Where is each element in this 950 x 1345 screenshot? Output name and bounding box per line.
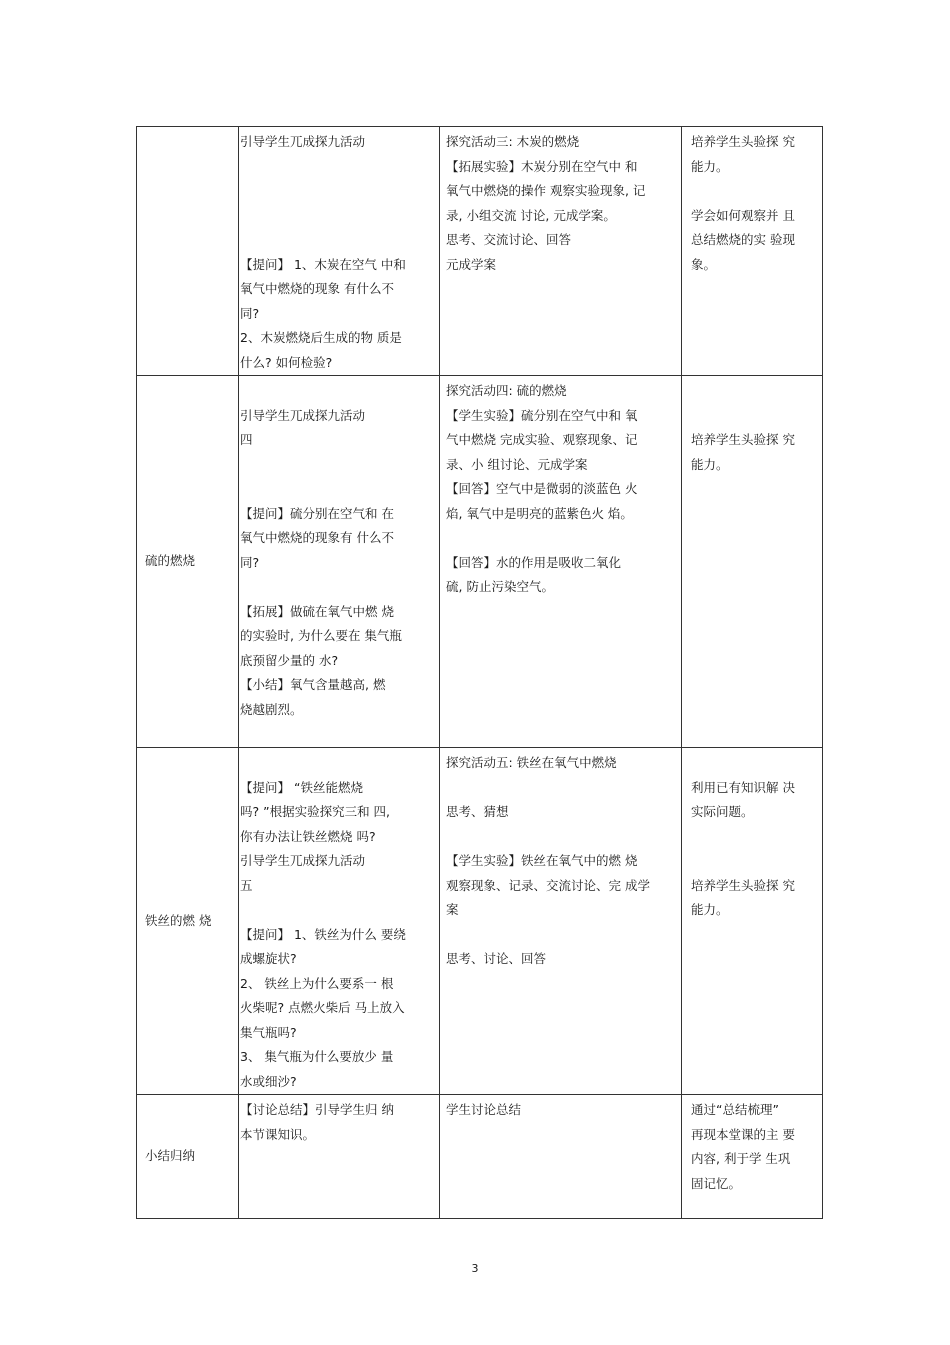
topic-label: 铁丝的燃 烧 <box>145 912 212 928</box>
text-line: 探究活动三: 木炭的燃烧 <box>446 134 580 149</box>
table-row-sulfur <box>137 376 823 748</box>
text-line: 水或细沙? <box>240 1073 297 1089</box>
teacher-activity-cell <box>239 127 440 376</box>
student-activity-cell <box>440 376 682 748</box>
text-line: 总结燃烧的实 验现 <box>691 232 795 247</box>
text-line: 2、木炭燃烧后生成的物 质是 <box>240 330 402 345</box>
text-line: 案 <box>446 902 459 917</box>
text-line <box>446 526 677 551</box>
text-line: 引导学生兀成探九活动 <box>240 407 366 423</box>
text-line <box>446 923 677 948</box>
text-line: 固记忆。 <box>691 1175 742 1191</box>
text-line: 培养学生头验探 究 <box>691 877 795 893</box>
text-line: 你有办法让铁丝燃烧 吗? <box>240 828 376 844</box>
text-line: 引导学生兀成探九活动 <box>240 134 366 149</box>
lesson-plan-table <box>136 126 823 1219</box>
text-line: 培养学生头验探 究 <box>691 432 795 447</box>
text-line: 再现本堂课的主 要 <box>691 1126 795 1142</box>
text-line: 四 <box>240 432 253 447</box>
text-line: 氧气中燃烧的现象有 什么不 <box>240 530 394 545</box>
text-line: 利用已有知识解 决 <box>691 779 795 795</box>
text-line: 培养学生头验探 究 <box>691 134 795 149</box>
teacher-activity-cell <box>239 376 440 748</box>
text-line: 【小结】氧气含量越高, 燃 <box>240 677 386 692</box>
table-body <box>137 127 823 1219</box>
text-line: 思考、猜想 <box>446 804 509 819</box>
text-line: 录, 小组交流 讨论, 元成学案。 <box>446 207 616 223</box>
text-line <box>691 849 818 874</box>
topic-label: 硫的燃烧 <box>145 553 196 569</box>
text-line <box>446 825 677 850</box>
text-line: 焰, 氧气中是明亮的蓝紫色火 焰。 <box>446 505 633 521</box>
text-line: 【提问】硫分别在空气和 在 <box>240 505 394 521</box>
text-line: 氧气中燃烧的操作 观察实验现象, 记 <box>446 183 646 198</box>
text-line: 什么? 如何检验? <box>240 354 333 370</box>
text-line: 观察现象、记录、交流讨论、完 成学 <box>446 877 650 893</box>
text-line: 学生讨论总结 <box>446 1102 522 1117</box>
teacher-activity-cell <box>239 748 440 1095</box>
page-number: 3 <box>471 1262 479 1275</box>
topic-cell <box>137 1095 239 1219</box>
text-line <box>691 179 818 204</box>
text-line: 【讨论总结】引导学生归 纳 <box>240 1102 394 1117</box>
text-line: 同? <box>240 305 260 321</box>
text-line: 【学生实验】硫分别在空气中和 氧 <box>446 407 638 423</box>
student-activity-cell <box>440 1095 682 1219</box>
text-line: 能力。 <box>691 902 729 917</box>
text-line: 底预留少量的 水? <box>240 652 339 668</box>
text-line <box>240 204 435 229</box>
text-line <box>446 776 677 801</box>
text-line: 引导学生兀成探九活动 <box>240 853 366 868</box>
text-line: 成螺旋状? <box>240 951 297 966</box>
text-line <box>240 898 435 923</box>
text-line: 【提问】 “铁丝能燃烧 <box>240 779 363 795</box>
text-line <box>240 453 435 478</box>
text-line: 火柴呢? 点燃火柴后 马上放入 <box>240 1000 405 1015</box>
text-line: 烧越剧烈。 <box>240 701 303 717</box>
text-line: 实际问题。 <box>691 804 754 819</box>
text-line <box>240 575 435 600</box>
text-line: 能力。 <box>691 456 729 472</box>
text-line: 硫, 防止污染空气。 <box>446 579 554 594</box>
text-line <box>240 477 435 502</box>
topic-label: 小结归纳 <box>145 1148 196 1164</box>
text-line: 【学生实验】铁丝在氧气中的燃 烧 <box>446 853 638 868</box>
text-line: 3、 集气瓶为什么要放少 量 <box>240 1049 394 1064</box>
design-intent-cell <box>682 748 823 1095</box>
text-line <box>691 379 818 404</box>
text-line: 【提问】 1、铁丝为什么 要绕 <box>240 926 406 942</box>
text-line <box>240 179 435 204</box>
teacher-activity-cell <box>239 1095 440 1219</box>
text-line: 2、 铁丝上为什么要系一 根 <box>240 975 394 991</box>
design-intent-cell <box>682 127 823 376</box>
text-line: 【提问】 1、木炭在空气 中和 <box>240 256 406 272</box>
text-line <box>691 825 818 850</box>
text-line: 【回答】水的作用是吸收二氧化 <box>446 554 622 570</box>
student-activity-cell <box>440 748 682 1095</box>
text-line: 气中燃烧 完成实验、观察现象、记 <box>446 432 638 447</box>
design-intent-cell <box>682 376 823 748</box>
table-row-iron-wire <box>137 748 823 1095</box>
design-intent-cell <box>682 1095 823 1219</box>
text-line: 氧气中燃烧的现象 有什么不 <box>240 281 394 296</box>
topic-cell <box>137 376 239 748</box>
topic-cell <box>137 748 239 1095</box>
text-line: 【拓展实验】木炭分别在空气中 和 <box>446 158 638 174</box>
text-line: 能力。 <box>691 158 729 174</box>
text-line: 五 <box>240 877 253 893</box>
text-line: 的实验时, 为什么要在 集气瓶 <box>240 628 402 643</box>
text-line <box>240 228 435 253</box>
table-row-summary <box>137 1095 823 1219</box>
topic-cell <box>137 127 239 376</box>
text-line: 本节课知识。 <box>240 1126 316 1142</box>
text-line: 象。 <box>691 256 717 272</box>
text-line: 探究活动五: 铁丝在氧气中燃烧 <box>446 755 617 770</box>
table-row-charcoal <box>137 127 823 376</box>
student-activity-cell <box>440 127 682 376</box>
text-line: 内容, 利于学 生巩 <box>691 1151 791 1166</box>
text-line: 思考、交流讨论、回答 <box>446 232 572 247</box>
text-line: 元成学案 <box>446 256 497 272</box>
text-line: 集气瓶吗? <box>240 1024 297 1040</box>
text-line: 学会如何观察并 且 <box>691 207 795 223</box>
text-line <box>240 751 435 776</box>
text-line: 同? <box>240 554 260 570</box>
text-line: 通过“总结梳理” <box>691 1102 779 1117</box>
text-line <box>691 751 818 776</box>
text-line <box>691 404 818 429</box>
text-line: 录、小 组讨论、元成学案 <box>446 456 588 472</box>
text-line: 思考、讨论、回答 <box>446 951 547 966</box>
text-line <box>240 379 435 404</box>
text-line: 吗? ”根据实验探究三和 四, <box>240 804 391 819</box>
text-line <box>240 155 435 180</box>
text-line: 【回答】空气中是微弱的淡蓝色 火 <box>446 481 638 496</box>
text-line: 探究活动四: 硫的燃烧 <box>446 383 567 398</box>
text-line: 【拓展】做硫在氧气中燃 烧 <box>240 603 394 619</box>
